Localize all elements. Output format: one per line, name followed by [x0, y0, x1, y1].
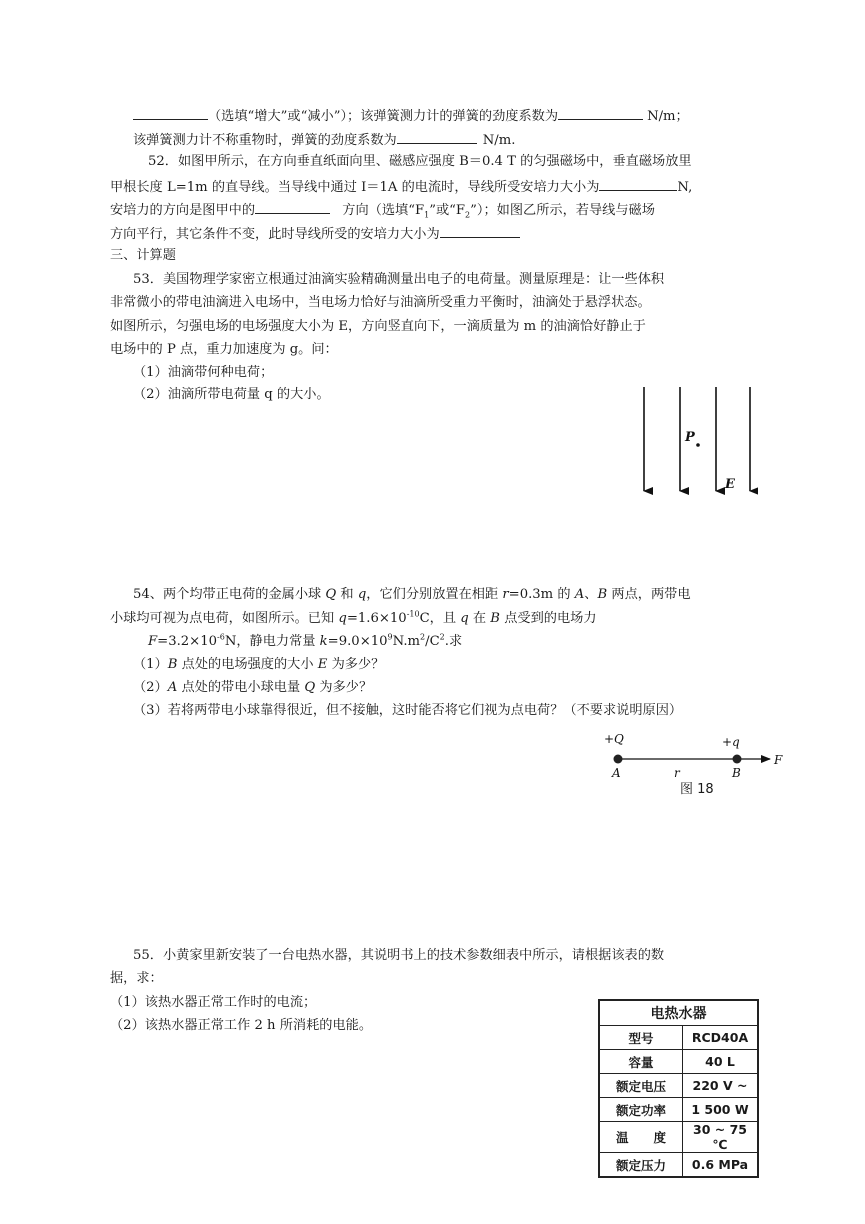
table-row: 型号 RCD40A — [599, 1026, 758, 1050]
answer-blank[interactable] — [397, 130, 477, 144]
table-row: 额定功率 1 500 W — [599, 1098, 758, 1122]
q51-line-1: （选填“增大”或“减小”）；该弹簧测力计的弹簧的劲度系数为 N/m； — [133, 106, 689, 126]
q55-sub-2: （2）该热水器正常工作 2 h 所消耗的电能。 — [110, 1018, 373, 1033]
q54-line-3: $F=3.2\times 10^{-6}N$，静电力常量 $k=9.0\times 10^9N.m^2/C^2$.求 — [148, 632, 463, 649]
table-title: 电热水器 — [599, 1000, 758, 1026]
q52-line-2: 甲根长度 L=1m 的直导线。当导线中通过 I＝1A 的电流时，导线所受安培力大小为 N, — [110, 177, 692, 197]
q53-line-2: 非常微小的带电油滴进入电场中，当电场力恰好与油滴所受重力平衡时，油滴处于悬浮状态。 — [110, 295, 651, 310]
table-row: 容量 40 L — [599, 1050, 758, 1074]
section-heading: 三、计算题 — [110, 248, 176, 263]
charge-q-big-label: +Q — [604, 732, 624, 746]
q51-line-2: 该弹簧测力计不称重物时，弹簧的劲度系数为 N/m. — [133, 130, 515, 150]
answer-blank[interactable] — [440, 224, 520, 238]
q52-line-1: 52．如图甲所示，在方向垂直纸面向里、磁感应强度 B＝0.4 T 的匀强磁场中，垂直磁场放里 — [148, 154, 692, 169]
q53-sub-1: （1）油滴带何种电荷； — [133, 365, 274, 380]
charge-a-ball — [614, 755, 623, 764]
distance-r-label: r — [674, 766, 680, 780]
table-title-row — [599, 1000, 758, 1026]
field-e-label: E — [725, 477, 735, 492]
answer-blank[interactable] — [558, 106, 643, 120]
q53-sub-2: （2）油滴所带电荷量 q 的大小。 — [133, 387, 330, 402]
table-row: 额定电压 220 V ~ — [599, 1074, 758, 1098]
q55-line-1: 55．小黄家里新安装了一台电热水器，其说明书上的技术参数细表中所示，请根据该表的数 — [133, 948, 665, 963]
answer-blank[interactable] — [255, 200, 330, 214]
q54-sub-2: （2）A 点处的带电小球电量 Q 为多少？ — [133, 680, 373, 695]
electric-field-figure — [628, 385, 758, 497]
answer-blank[interactable] — [599, 177, 677, 191]
answer-blank[interactable] — [133, 106, 208, 120]
charge-b-ball — [733, 755, 742, 764]
force-f-label: F — [774, 753, 783, 767]
q53-line-4: 电场中的 P 点，重力加速度为 g。问： — [110, 342, 338, 357]
q52-line-3: 安培力的方向是图甲中的 方向（选填“$F_1$”或“$F_2$”）；如图乙所示，若导线与磁场 — [110, 200, 655, 220]
q54-sub-3: （3）若将两带电小球靠得很近，但不接触，这时能否将它们视为点电荷？（不要求说明原因） — [133, 703, 683, 718]
q53-line-1: 53．美国物理学家密立根通过油滴实验精确测量出电子的电荷量。测量原理是：让一些体积 — [133, 272, 665, 287]
q55-sub-1: （1）该热水器正常工作时的电流； — [110, 995, 317, 1010]
q54-sub-1: （1）B 点处的电场强度的大小 E 为多少？ — [133, 657, 385, 672]
point-p-dot — [696, 443, 700, 447]
table-row: 额定压力 0.6 MPa — [599, 1153, 758, 1178]
charge-q-small-label: +q — [722, 735, 740, 749]
q53-line-3: 如图所示，匀强电场的电场强度大小为 E，方向竖直向下，一滴质量为 m 的油滴恰好静止于 — [110, 319, 646, 334]
point-p-label: P — [685, 430, 695, 445]
q52-line-4: 方向平行，其它条件不变，此时导线所受的安培力大小为 — [110, 224, 520, 244]
q54-line-2: 小球均可视为点电荷，如图所示。已知 $q=1.6\times 10^{-10}C$，且 q 在 B 点受到的电场力 — [110, 609, 597, 626]
q55-line-2: 据，求： — [110, 971, 163, 986]
q54-line-1: 54、两个均带正电荷的金属小球 Q 和 q，它们分别放置在相距 r=0.3m 的 A、B 两点，两带电 — [133, 587, 691, 602]
table-row: 温 度 30 ~ 75 ℃ — [599, 1122, 758, 1153]
point-b-label: B — [732, 766, 741, 780]
point-a-label: A — [612, 766, 621, 780]
water-heater-spec-table — [598, 999, 759, 1178]
figure-caption: 图 18 — [680, 782, 714, 797]
